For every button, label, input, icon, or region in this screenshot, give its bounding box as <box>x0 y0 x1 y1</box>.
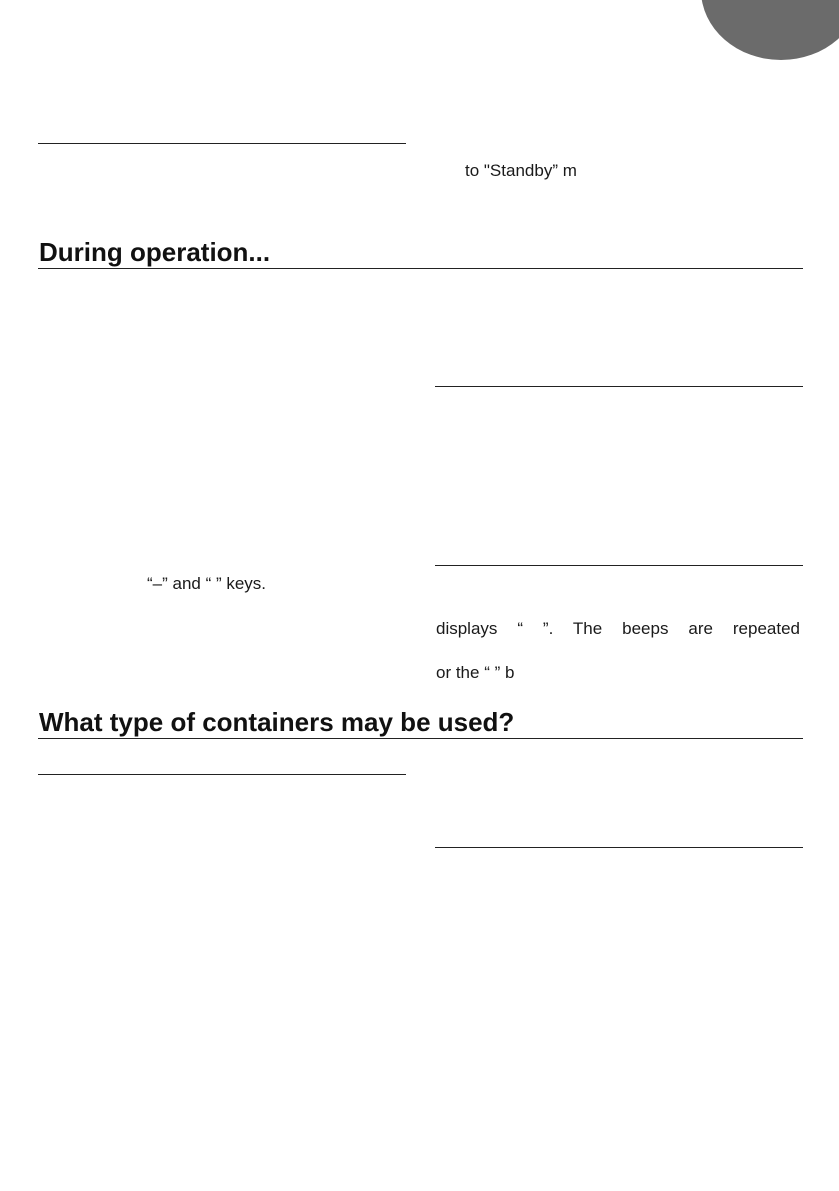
divider-right-1 <box>435 386 803 387</box>
divider-right-2 <box>435 565 803 566</box>
during-operation-heading: During operation... <box>39 237 271 267</box>
containers-underline <box>38 738 803 739</box>
during-operation-underline <box>38 268 803 269</box>
standby-fragment: to "Standby” m <box>465 161 577 180</box>
displays-beeps-fragment: displays “ ”. The beeps are repeated <box>436 619 800 638</box>
section-tab-marker <box>701 0 839 60</box>
or-the-fragment: or the “ ” b <box>436 663 515 682</box>
containers-heading: What type of containers may be used? <box>39 707 515 737</box>
divider-left-top <box>38 143 406 144</box>
divider-left-bottom <box>38 774 406 775</box>
divider-right-3 <box>435 847 803 848</box>
minus-plus-keys-fragment: “–” and “ ” keys. <box>147 574 267 593</box>
